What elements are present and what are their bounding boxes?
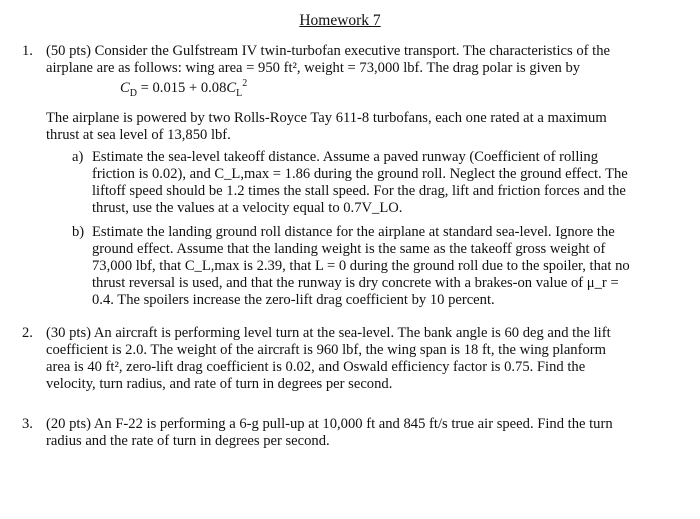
problem-1-intro: (50 pts) Consider the Gulfstream IV twin-turbofan executive transport. The characteristics of the airplane are as follows: wing area = 950 ft², weight = 73,000 lbf. The drag polar is given by (46, 43, 610, 76)
problem-3-text: (20 pts) An F-22 is performing a 6-g pull-up at 10,000 ft and 845 ft/s true air speed. Find the turn radius and the rate of turn in degrees per second. (46, 416, 613, 449)
page-title: Homework 7 (299, 12, 381, 29)
part-b-text: Estimate the landing ground roll distance for the airplane at standard sea-level. Ignore the ground effect. Assume that the landing weight is the same as the takeoff gross weight of 73,000 lbf, that C_L,max is 2.39, that L = 0 during the ground roll due to the spoiler, that no thrust reversal is used, and that the runway is dry concrete with a brakes-on value of μ_r = 0.4. The spoilers increase the zero-lift drag coefficient by 10 percent. (92, 224, 630, 308)
drag-polar-equation: $C_D = 0.015 + 0.08C_L^2$ (120, 78, 248, 99)
problem-1-engine-paragraph: The airplane is powered by two Rolls-Royce Tay 611-8 turbofans, each one rated at a maximum thrust at sea level of 13,850 lbf. (46, 110, 607, 143)
problem-2-text: (30 pts) An aircraft is performing level turn at the sea-level. The bank angle is 60 deg and the lift coefficient is 2.0. The weight of the aircraft is 960 lbf, the wing span is 18 ft, the wing planform area is 40 ft², zero-lift drag coefficient is 0.02, and Oswald efficiency factor is 0.75. Find the velocity, turn radius, and rate of turn in degrees per second. (46, 325, 611, 392)
problem-1-number: 1. (22, 43, 33, 59)
problem-3-number: 3. (22, 416, 33, 432)
problem-2-number: 2. (22, 325, 33, 341)
part-a-label: a) (72, 149, 84, 165)
part-b-label: b) (72, 224, 85, 240)
part-a-text: Estimate the sea-level takeoff distance. Assume a paved runway (Coefficient of rolling friction is 0.02), and C_L,max = 1.86 during the ground roll. Neglect the ground effect. The liftoff speed should be 1.2 times the stall speed. For the drag, lift and friction forces and the thrust, use the values at a velocity equal to 0.7V_LO. (92, 149, 628, 216)
